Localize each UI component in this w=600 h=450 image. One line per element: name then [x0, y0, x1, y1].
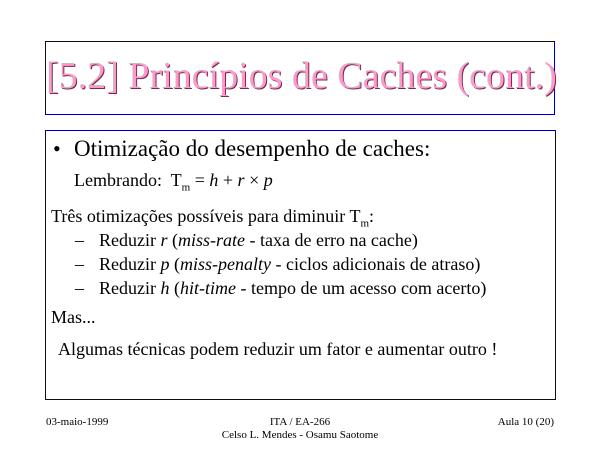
item-term: miss-rate — [178, 230, 245, 250]
item-open: ( — [169, 278, 180, 298]
formula-h: h — [209, 170, 219, 190]
optimizations-text: Três otimizações possíveis para diminuir T — [51, 206, 361, 226]
dash-marker: – — [75, 278, 84, 298]
recall-label: Lembrando: — [74, 170, 162, 190]
dash-marker: – — [75, 254, 84, 274]
content-box — [45, 130, 556, 400]
item-var: p — [160, 254, 170, 274]
slide-title: [5.2] Princípios de Caches (cont.) — [46, 55, 557, 97]
formula-p: p — [263, 170, 273, 190]
footer-date: 03-maio-1999 — [46, 416, 109, 428]
bullet-marker: • — [53, 136, 61, 161]
mas-text: Mas... — [51, 307, 96, 327]
item-term: miss-penalty — [179, 254, 271, 274]
title-box — [45, 41, 555, 115]
recall-formula — [74, 167, 273, 201]
formula-t: T — [170, 170, 182, 190]
list-item-miss-rate — [75, 228, 418, 252]
item-open: ( — [169, 254, 180, 274]
item-rest: - taxa de erro na cache) — [245, 230, 418, 250]
item-rest: - tempo de um acesso com acerto) — [235, 278, 487, 298]
item-lead: Reduzir — [99, 254, 161, 274]
item-lead: Reduzir — [99, 230, 161, 250]
tradeoff-note: Algumas técnicas podem reduzir um fator e aumentar outro ! — [58, 339, 498, 359]
item-term: hit-time — [179, 278, 236, 298]
formula-equals: = — [190, 170, 210, 190]
formula-plus: + — [218, 170, 238, 190]
optimizations-sub: m — [360, 217, 370, 230]
footer-course: ITA / EA-266 — [269, 416, 331, 428]
item-var: h — [160, 278, 170, 298]
dash-marker: – — [75, 230, 84, 250]
list-item-miss-penalty — [75, 252, 480, 276]
footer-authors: Celso L. Mendes - Osamu Saotome — [221, 429, 379, 441]
item-rest: - ciclos adicionais de atraso) — [270, 254, 481, 274]
item-open: ( — [167, 230, 178, 250]
list-item-hit-time — [75, 276, 486, 300]
footer-page: Aula 10 (20) — [497, 416, 554, 428]
bullet-heading: Otimização do desempenho de caches: — [74, 136, 431, 161]
item-var: r — [160, 230, 168, 250]
formula-times: × — [244, 170, 264, 190]
footer-center — [200, 416, 400, 442]
optimizations-colon: : — [369, 206, 375, 226]
item-lead: Reduzir — [99, 278, 161, 298]
formula-t-sub: m — [181, 181, 191, 194]
formula-r: r — [237, 170, 245, 190]
